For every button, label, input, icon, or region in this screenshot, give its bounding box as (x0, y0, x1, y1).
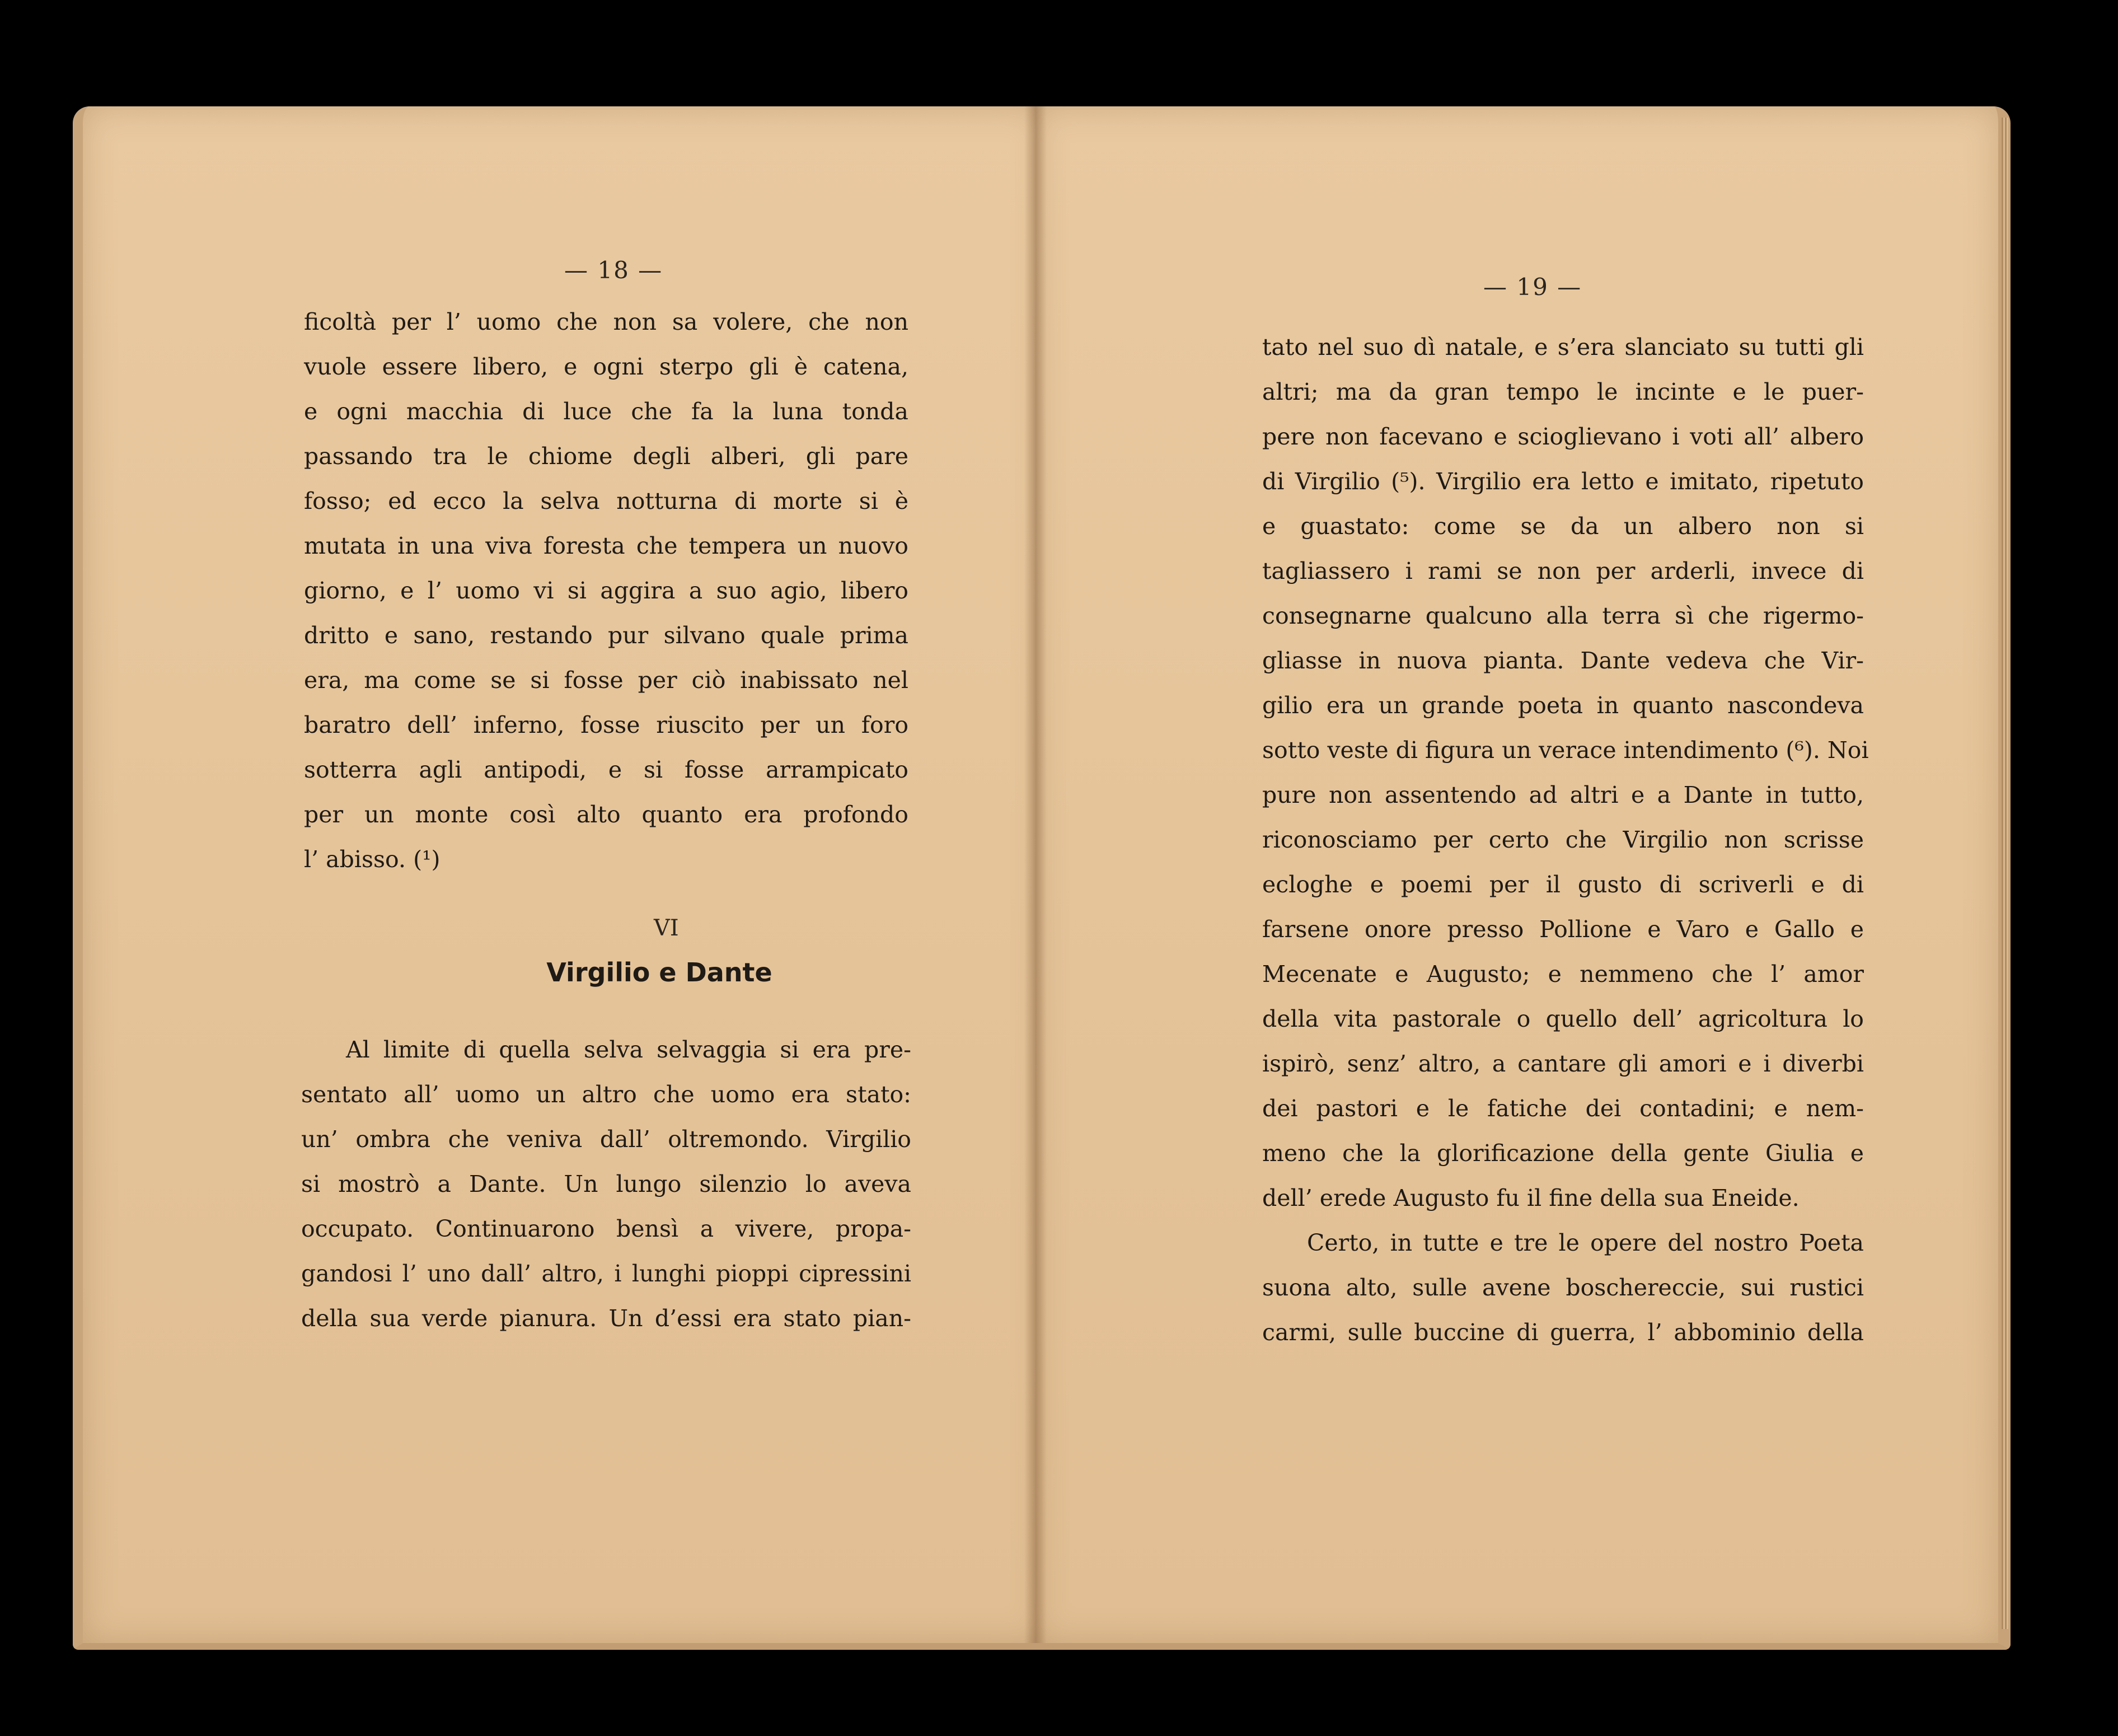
chapter-number: VI (654, 915, 679, 941)
text-line: pure non assentendo ad altri e a Dante in tutto, (1262, 782, 1864, 808)
text-line: per un monte così alto quanto era profondo (304, 801, 908, 828)
text-line: gilio era un grande poeta in quanto nascondeva (1262, 692, 1864, 719)
text-line: della vita pastorale o quello dell’ agricoltura lo (1262, 1005, 1864, 1032)
text-line: gliasse in nuova pianta. Dante vedeva che Vir- (1262, 647, 1864, 674)
text-line: dei pastori e le fatiche dei contadini; e nem- (1262, 1095, 1864, 1122)
text-line: occupato. Continuarono bensì a vivere, propa- (301, 1215, 911, 1242)
text-line: altri; ma da gran tempo le incinte e le puer- (1262, 378, 1864, 405)
text-line: Al limite di quella selva selvaggia si era pre- (346, 1036, 911, 1063)
text-line: si mostrò a Dante. Un lungo silenzio lo aveva (301, 1171, 911, 1197)
book-gutter (1024, 106, 1047, 1643)
text-line: fosso; ed ecco la selva notturna di morte si è (304, 488, 908, 514)
text-line: meno che la glorificazione della gente Giulia e (1262, 1140, 1864, 1167)
left-paragraph-1 (304, 300, 908, 882)
text-line: farsene onore presso Pollione e Varo e Gallo e (1262, 916, 1864, 943)
text-line: tagliassero i rami se non per arderli, invece di (1262, 558, 1864, 584)
text-line: di Virgilio (⁵). Virgilio era letto e imitato, ripetuto (1262, 468, 1864, 495)
text-line: era, ma come se si fosse per ciò inabissato nel (304, 667, 908, 694)
text-line: suona alto, sulle avene boschereccie, sui rustici (1262, 1274, 1864, 1301)
text-line: mutata in una viva foresta che tempera un nuovo (304, 532, 908, 559)
text-line: tato nel suo dì natale, e s’era slanciato su tutti gli (1262, 334, 1864, 361)
text-line: sotterra agli antipodi, e si fosse arrampicato (304, 756, 908, 783)
text-line: passando tra le chiome degli alberi, gli pare (304, 443, 908, 470)
text-line: carmi, sulle buccine di guerra, l’ abbominio della (1262, 1319, 1864, 1346)
text-line: pere non facevano e scioglievano i voti all’ albero (1262, 423, 1864, 450)
text-line: un’ ombra che veniva dall’ oltremondo. Virgilio (301, 1126, 911, 1153)
open-book (73, 106, 1998, 1643)
text-line: e ogni macchia di luce che fa la luna tonda (304, 398, 908, 425)
text-line: ispirò, senz’ altro, a cantare gli amori e i diverbi (1262, 1050, 1864, 1077)
text-line: dell’ erede Augusto fu il fine della sua Eneide. (1262, 1185, 1800, 1211)
text-line: sentato all’ uomo un altro che uomo era stato: (301, 1081, 911, 1108)
page-edge-stack (2002, 118, 2008, 1629)
page-number-left: — 18 — (564, 256, 663, 284)
text-line: l’ abisso. (¹) (304, 846, 441, 873)
text-line: sotto veste di figura un verace intendimento (⁶). Noi (1262, 737, 1869, 764)
text-line: Certo, in tutte e tre le opere del nostro Poeta (1307, 1229, 1864, 1256)
text-line: ficoltà per l’ uomo che non sa volere, che non (304, 308, 908, 335)
text-line: dritto e sano, restando pur silvano quale prima (304, 622, 908, 649)
left-paragraph-2 (301, 1027, 911, 1341)
text-line: Mecenate e Augusto; e nemmeno che l’ amor (1262, 961, 1864, 988)
text-line: consegnarne qualcuno alla terra sì che rigermo- (1262, 602, 1864, 629)
text-line: ecloghe e poemi per il gusto di scriverli e di (1262, 871, 1864, 898)
page-number-right: — 19 — (1483, 273, 1582, 301)
text-line: giorno, e l’ uomo vi si aggira a suo agio, libero (304, 577, 908, 604)
left-page (73, 106, 1046, 1650)
text-line: della sua verde pianura. Un d’essi era stato pian- (301, 1305, 911, 1332)
text-line: vuole essere libero, e ogni sterpo gli è catena, (304, 353, 908, 380)
text-line: e guastato: come se da un albero non si (1262, 513, 1864, 540)
chapter-title: Virgilio e Dante (546, 957, 772, 988)
right-text-block (1262, 325, 1869, 1355)
text-line: riconosciamo per certo che Virgilio non scrisse (1262, 826, 1864, 853)
text-line: baratro dell’ inferno, fosse riuscito per un foro (304, 712, 908, 738)
text-line: gandosi l’ uno dall’ altro, i lunghi pioppi cipressini (301, 1260, 911, 1287)
